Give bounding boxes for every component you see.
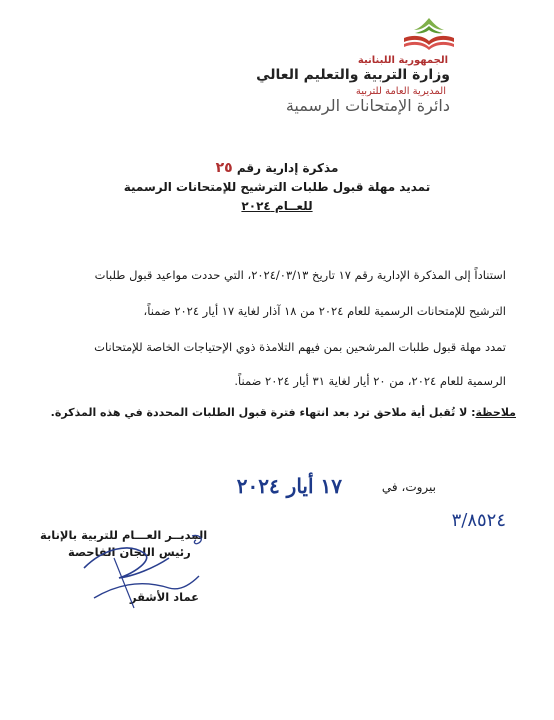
handwritten-signature: [74, 528, 214, 618]
memo-year: [0, 199, 554, 213]
memo-year-text: للعــام ٢٠٢٤: [241, 199, 313, 213]
memo-number: ٢٥: [215, 160, 233, 176]
letterhead-department: دائرة الإمتحانات الرسمية: [285, 96, 450, 115]
note-text: : لا تُقبل أية ملاحق ترد بعد انتهاء فترة قبول الطلبات المحددة في هذه المذكرة.: [50, 406, 476, 419]
body-paragraph-2-line-1: تمدد مهلة قبول طلبات المرشحين بمن فيهم التلامذة ذوي الإحتياجات الخاصة للإمتحانات: [94, 340, 506, 354]
signatory-title-2: رئيس اللجان الفاحصة: [68, 545, 191, 559]
handwritten-date: ١٧ أيار ٢٠٢٤: [236, 474, 342, 498]
letterhead-directorate: المديرية العامة للتربية: [355, 86, 446, 97]
letterhead-republic: الجمهورية اللبنانية: [357, 55, 448, 66]
body-paragraph-1-line-1: استناداً إلى المذكرة الإدارية رقم ١٧ تاريخ ٢٠٢٤/٠٣/١٣، التي حددت مواعيد قبول طلبات: [94, 268, 506, 282]
ministry-logo: [398, 14, 460, 54]
note-label: ملاحظة: [475, 406, 516, 419]
date-prefix: بيروت، في: [381, 480, 436, 494]
memo-subject: تمديد مهلة قبول طلبات الترشيح للإمتحانات الرسمية: [123, 180, 431, 194]
reference-number: ٣/٨٥٢٤: [451, 510, 506, 531]
signatory-title-1: المديــر العـــام للتربية بالإنابة: [40, 528, 208, 542]
note: [51, 406, 516, 419]
body-paragraph-2-line-2: الرسمية للعام ٢٠٢٤، من ٢٠ أيار لغاية ٣١ أيار ٢٠٢٤ ضمناً.: [234, 374, 506, 388]
memo-title: [0, 160, 554, 176]
memo-title-prefix: مذكرة إدارية رقم: [236, 161, 339, 175]
signatory-name: عماد الأشقر: [130, 590, 200, 604]
letterhead-ministry: وزارة التربية والتعليم العالي: [256, 67, 450, 83]
body-paragraph-1-line-2: الترشيح للإمتحانات الرسمية للعام ٢٠٢٤ من ١٨ آذار لغاية ١٧ أيار ٢٠٢٤ ضمناً،: [143, 304, 506, 318]
